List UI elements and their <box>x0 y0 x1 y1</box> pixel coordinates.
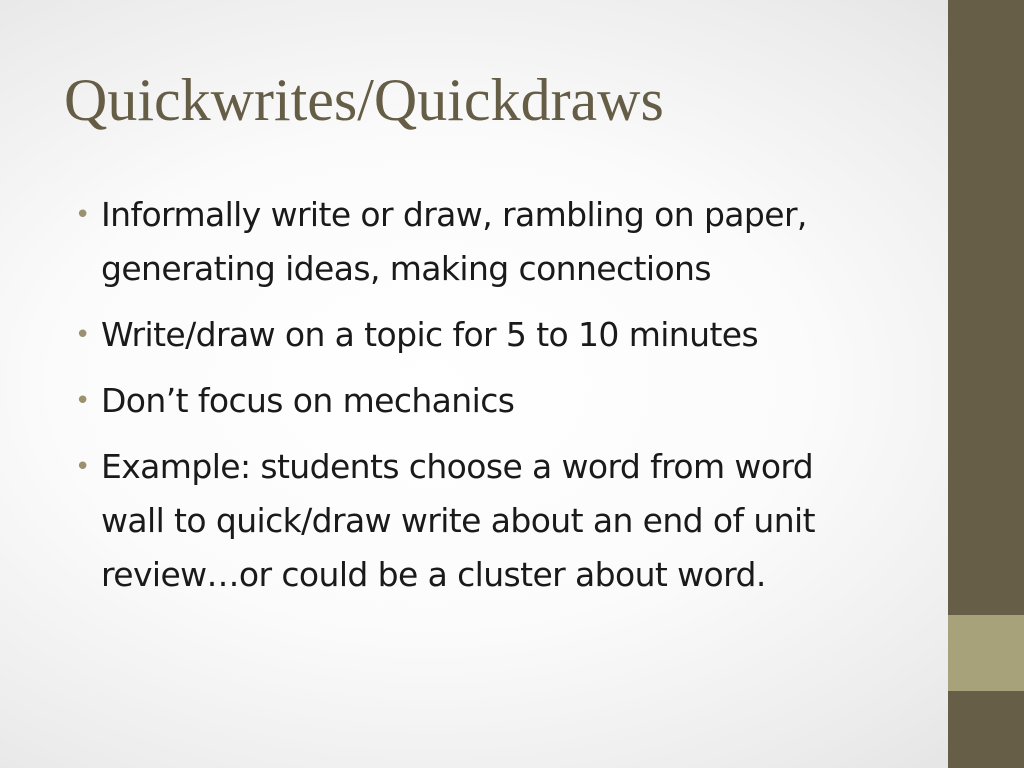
slide-title: Quickwrites/Quickdraws <box>64 67 664 133</box>
bullet-text: Write/draw on a topic for 5 to 10 minutes <box>101 315 759 354</box>
bullet-item <box>73 374 873 428</box>
bullet-text: Informally write or draw, rambling on paper, generating ideas, making connections <box>101 195 807 288</box>
bullet-icon: • <box>75 200 90 230</box>
bullet-item <box>73 308 873 362</box>
bullet-item <box>73 440 873 602</box>
bullet-item <box>73 188 873 296</box>
bullet-text: Example: students choose a word from word wall to quick/draw write about an end of unit review…or could be a cluster about word. <box>101 447 815 594</box>
bullet-icon: • <box>75 386 90 416</box>
decorative-side-bar-accent <box>948 615 1024 691</box>
bullet-icon: • <box>75 320 90 350</box>
bullet-icon: • <box>75 452 90 482</box>
bullet-text: Don’t focus on mechanics <box>101 381 515 420</box>
bullet-list <box>73 188 873 614</box>
